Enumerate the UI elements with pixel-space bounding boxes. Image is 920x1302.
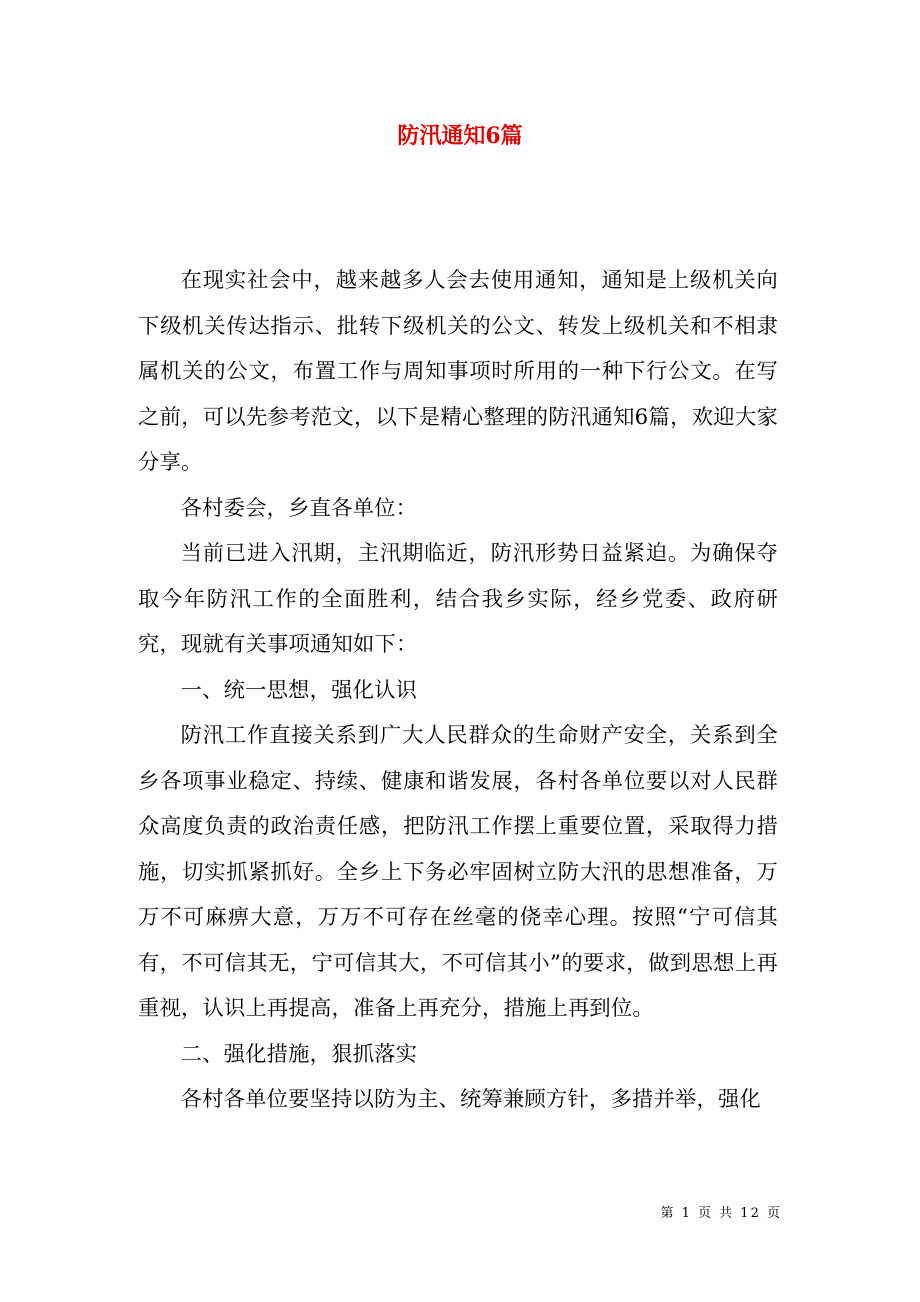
paragraph-salutation: 各村委会，乡直各单位： xyxy=(180,495,418,521)
paragraph-section-2: 各村各单位要坚持以防为主、统筹兼顾方针，多措并举，强化 xyxy=(180,1087,762,1112)
paragraph-background: 当前已进入汛期，主汛期临近，防汛形势日益紧迫。为确保夺取今年防汛工作的全面胜利，结合我乡实际，经乡党委、政府研究，现就有关事项通知如下： xyxy=(138,541,778,657)
document-body xyxy=(138,258,778,1123)
footer-suffix: 页 xyxy=(766,1206,782,1221)
footer-prefix: 第 xyxy=(660,1206,676,1221)
paragraph-intro: 在现实社会中，越来越多人会去使用通知，通知是上级机关向下级机关传达指示、批转下级机关的公文、转发上级机关和不相隶属机关的公文，布置工作与周知事项时所用的一种下行公文。在写之前，可以先参考范文，以下是精心整理的防汛通知6篇，欢迎大家分享。 xyxy=(138,268,778,475)
page-number-footer xyxy=(660,1205,782,1223)
section-heading-1: 一、统一思想，强化认识 xyxy=(180,677,418,703)
document-title: 防汛通知6篇 xyxy=(397,123,523,149)
footer-middle: 页 共 xyxy=(698,1206,735,1221)
footer-total-pages: 12 xyxy=(740,1206,761,1221)
footer-current-page: 1 xyxy=(681,1206,692,1221)
paragraph-section-1: 防汛工作直接关系到广大人民群众的生命财产安全，关系到全乡各项事业稳定、持续、健康和谐发展，各村各单位要以对人民群众高度负责的政治责任感，把防汛工作摆上重要位置，采取得力措施，切实抓紧抓好。全乡上下务必牢固树立防大汛的思想准备，万万不可麻痹大意，万万不可存在丝毫的侥幸心理。按照“宁可信其有，不可信其无，宁可信其大，不可信其小”的要求，做到思想上再重视，认识上再提高，准备上再充分，措施上再到位。 xyxy=(138,723,778,1021)
section-heading-2: 二、强化措施，狠抓落实 xyxy=(180,1041,418,1067)
